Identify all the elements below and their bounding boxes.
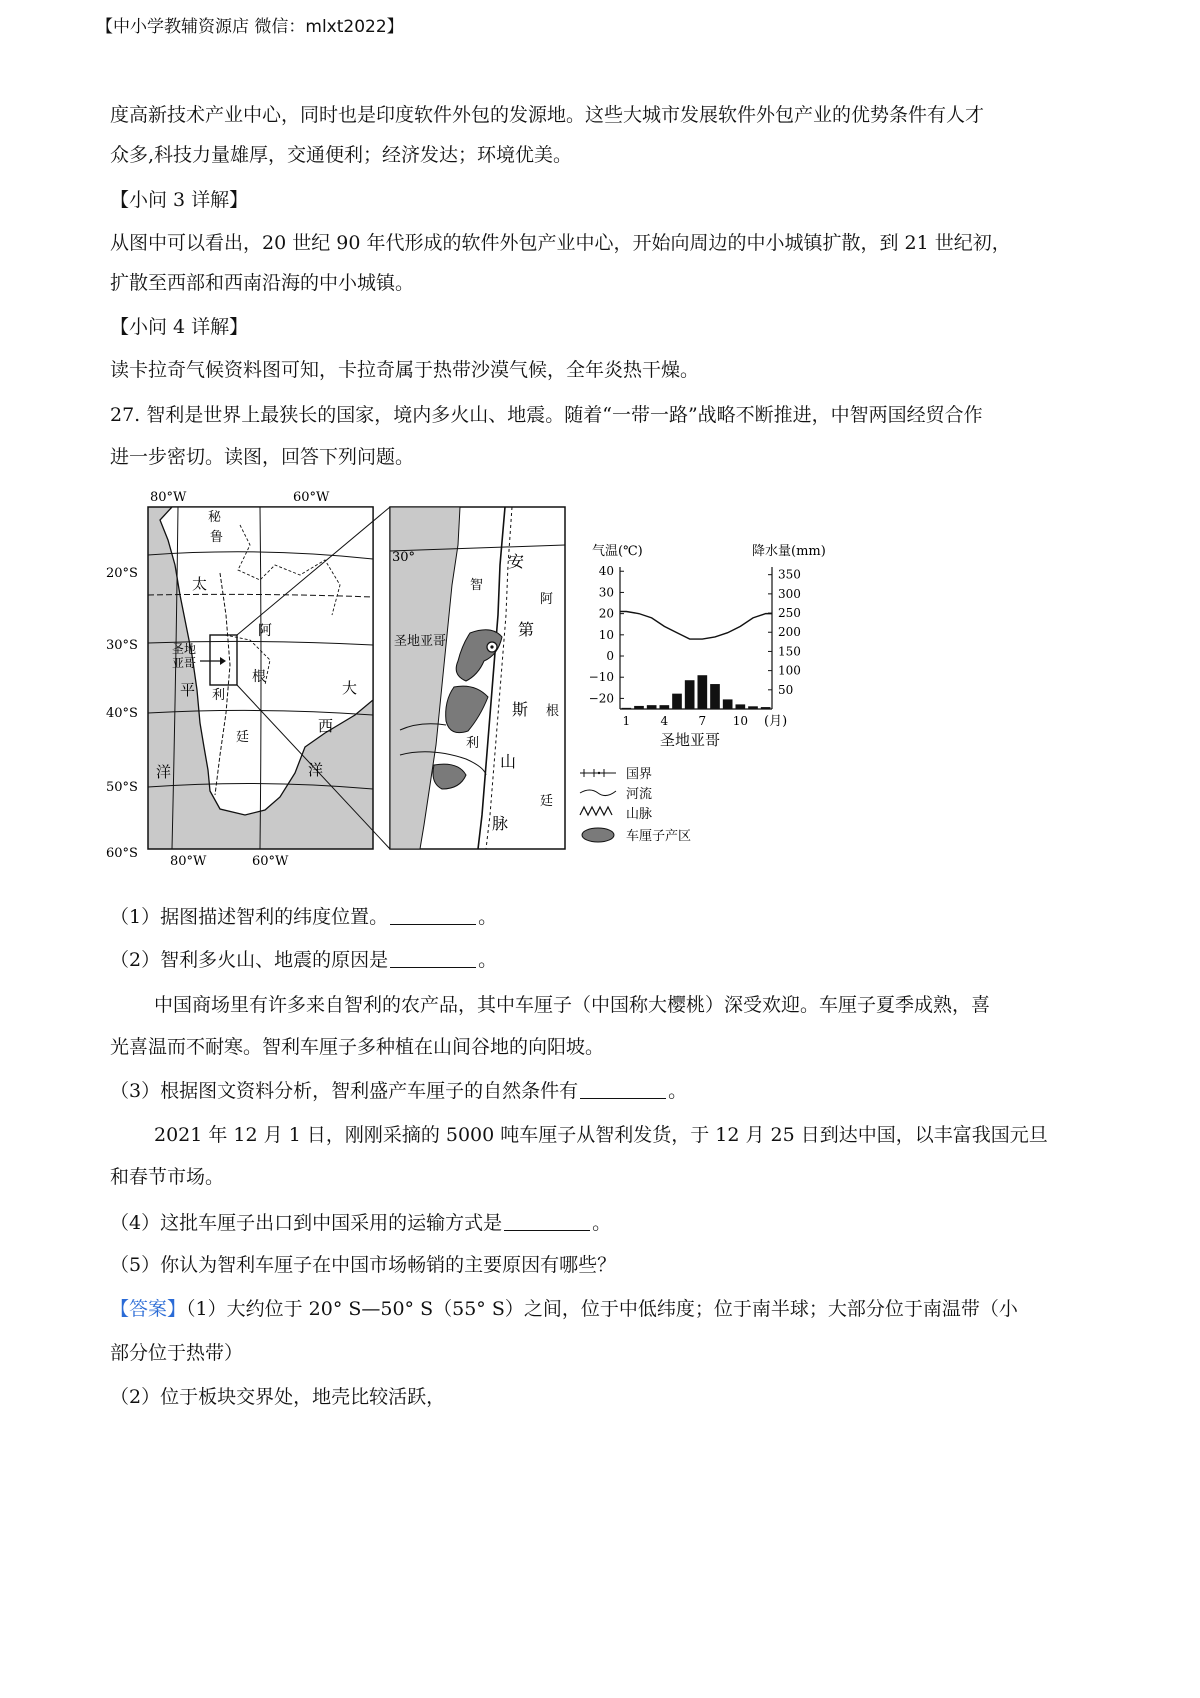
- inset-label-mai: 脉: [492, 814, 509, 833]
- question-1: （1）据图描述智利的纬度位置。 。: [110, 906, 498, 928]
- inset-map: [390, 507, 565, 849]
- question-4: （4）这批车厘子出口到中国采用的运输方式是 。: [110, 1212, 612, 1234]
- precip-bar: [698, 675, 708, 709]
- passage-1-line-2: 光喜温而不耐寒。智利车厘子多种植在山间谷地的向阳坡。: [110, 1036, 605, 1058]
- q27-intro-line-2: 进一步密切。读图，回答下列问题。: [110, 446, 415, 468]
- temp-tick-label: −20: [588, 691, 614, 706]
- q27-intro-line-1: 27. 智利是世界上最狭长的国家，境内多火山、地震。随着“一带一路”战略不断推进，中智两国经贸合作: [110, 404, 983, 426]
- precip-bar: [634, 706, 644, 709]
- temperature-line: [620, 612, 772, 640]
- prev-answer-line-1: 度高新技术产业中心，同时也是印度软件外包的发源地。这些大城市发展软件外包产业的优势条件有人才: [110, 104, 985, 126]
- inset-label-a: 阿: [540, 592, 554, 607]
- question-3: （3）根据图文资料分析，智利盛产车厘子的自然条件有 。: [110, 1080, 688, 1102]
- legend-river: 河流: [626, 787, 653, 802]
- temp-tick-label: −10: [588, 670, 614, 685]
- lat-label-50s: 50°S: [106, 780, 138, 795]
- precip-tick-label: 250: [778, 606, 801, 621]
- precip-bar: [723, 699, 733, 709]
- inset-label-an: 安: [508, 552, 525, 571]
- precip-tick-label: 200: [778, 625, 801, 640]
- passage-1-line-1: 中国商场里有许多来自智利的农产品，其中车厘子（中国称大樱桃）深受欢迎。车厘子夏季成熟，喜: [154, 994, 991, 1016]
- temp-tick-label: 10: [598, 627, 614, 642]
- legend-mountain: 山脉: [626, 807, 653, 822]
- chart-right-axis-title: 降水量(mm): [752, 544, 826, 559]
- passage-2-line-1: 2021 年 12 月 1 日，刚刚采摘的 5000 吨车厘子从智利发货，于 12 月 25 日到达中国，以丰富我国元旦: [154, 1124, 1048, 1146]
- lat-label-20s: 20°S: [106, 566, 138, 581]
- map-label-bi: 秘: [208, 510, 222, 525]
- answer-line-1: 【答案】（1）大约位于 20° S—50° S（55° S）之间，位于中低纬度；位于南半球；大部分位于南温带（小: [110, 1298, 1018, 1320]
- map-label-xi: 西: [318, 717, 334, 735]
- map-label-gen: 根: [252, 669, 266, 685]
- precip-bar: [660, 705, 670, 709]
- temp-tick-label: 30: [598, 585, 614, 600]
- temp-tick-label: 20: [598, 606, 614, 621]
- q3-detail-line-2: 扩散至西部和西南沿海的中小城镇。: [110, 272, 415, 294]
- question-2: （2）智利多火山、地震的原因是 。: [110, 949, 498, 971]
- chart-left-axis-title: 气温(℃): [592, 544, 643, 559]
- precip-tick-label: 150: [778, 644, 801, 659]
- precip-tick-label: 300: [778, 586, 801, 601]
- inset-label-zhi: 智: [470, 578, 484, 593]
- q4-detail-heading: 【小问 4 详解】: [110, 316, 249, 338]
- chart-x-unit: (月): [764, 714, 788, 729]
- chart-caption: 圣地亚哥: [660, 731, 721, 749]
- map-legend: [580, 767, 691, 844]
- lat-label-30s: 30°S: [106, 638, 138, 653]
- answer-blank-3[interactable]: [580, 1080, 666, 1099]
- inset-label-gen: 根: [546, 704, 560, 719]
- lon-label-top-60w: 60°W: [293, 490, 330, 505]
- inset-label-si: 斯: [512, 700, 529, 719]
- lon-label-bottom-80w: 80°W: [170, 854, 207, 869]
- precip-tick-label: 350: [778, 567, 801, 582]
- answer-blank-4[interactable]: [504, 1212, 590, 1231]
- inset-label-di: 第: [518, 620, 535, 639]
- q3-detail-heading: 【小问 3 详解】: [110, 189, 249, 211]
- answer-blank-1[interactable]: [390, 906, 476, 925]
- q4-detail-text: 读卡拉奇气候资料图可知，卡拉奇属于热带沙漠气候，全年炎热干燥。: [110, 359, 700, 381]
- map-label-sd2: 亚哥: [172, 656, 197, 670]
- month-tick-label: 10: [732, 714, 748, 728]
- prev-answer-line-2: 众多,科技力量雄厚，交通便利；经济发达；环境优美。: [110, 144, 573, 166]
- q3-detail-line-1: 从图中可以看出，20 世纪 90 年代形成的软件外包产业中心，开始向周边的中小城镇扩散，到 21 世纪初，: [110, 232, 1011, 254]
- month-tick-label: 7: [698, 714, 707, 728]
- lat-label-40s: 40°S: [106, 706, 138, 721]
- chile-figure: [100, 485, 880, 875]
- precip-bar: [622, 708, 632, 709]
- map-label-yang1: 洋: [156, 763, 172, 781]
- page-header: 【中小学教辅资源店 微信：mlxt2022】: [96, 17, 404, 37]
- lon-label-top-80w: 80°W: [150, 490, 187, 505]
- precip-bar: [685, 680, 695, 709]
- map-label-li: 利: [212, 688, 226, 703]
- map-label-sd1: 圣地: [172, 642, 197, 656]
- answer-tag: 【答案】: [110, 1298, 187, 1320]
- precip-bar: [672, 694, 682, 709]
- map-label-lu: 鲁: [210, 530, 224, 545]
- answer-line-3: （2）位于板块交界处，地壳比较活跃，: [110, 1386, 446, 1408]
- answer-line-2: 部分位于热带）: [110, 1342, 244, 1364]
- map-label-yang2: 洋: [308, 761, 324, 779]
- legend-cherry-area: 车厘子产区: [626, 829, 692, 844]
- precip-bar: [647, 705, 657, 709]
- precip-bar: [710, 684, 720, 709]
- map-label-ting: 廷: [236, 730, 250, 745]
- precip-tick-label: 100: [778, 663, 801, 678]
- map-label-da: 大: [342, 679, 358, 697]
- question-5: （5）你认为智利车厘子在中国市场畅销的主要原因有哪些？: [110, 1254, 617, 1276]
- month-tick-label: 1: [622, 714, 631, 728]
- lon-label-bottom-60w: 60°W: [252, 854, 289, 869]
- inset-label-santiago: 圣地亚哥: [394, 634, 447, 649]
- temp-tick-label: 0: [606, 649, 614, 664]
- legend-border: 国界: [626, 767, 653, 782]
- inset-lat-30: 30°: [392, 550, 416, 565]
- inset-label-li: 利: [466, 736, 480, 751]
- map-label-tai: 太: [192, 575, 208, 593]
- big-map: [106, 490, 390, 869]
- lat-label-60s: 60°S: [106, 846, 138, 861]
- answer-blank-2[interactable]: [390, 949, 476, 968]
- passage-2-line-2: 和春节市场。: [110, 1166, 225, 1188]
- map-label-ping: 平: [180, 681, 196, 699]
- precip-bar: [748, 706, 758, 709]
- inset-label-shan: 山: [500, 752, 517, 771]
- precip-tick-label: 50: [778, 682, 794, 697]
- precip-bar: [761, 707, 771, 709]
- climate-chart: [589, 543, 826, 749]
- temp-tick-label: 40: [598, 564, 614, 579]
- precip-bar: [736, 704, 746, 709]
- month-tick-label: 4: [660, 714, 669, 728]
- inset-label-ting: 廷: [540, 794, 554, 809]
- map-label-a: 阿: [258, 623, 272, 639]
